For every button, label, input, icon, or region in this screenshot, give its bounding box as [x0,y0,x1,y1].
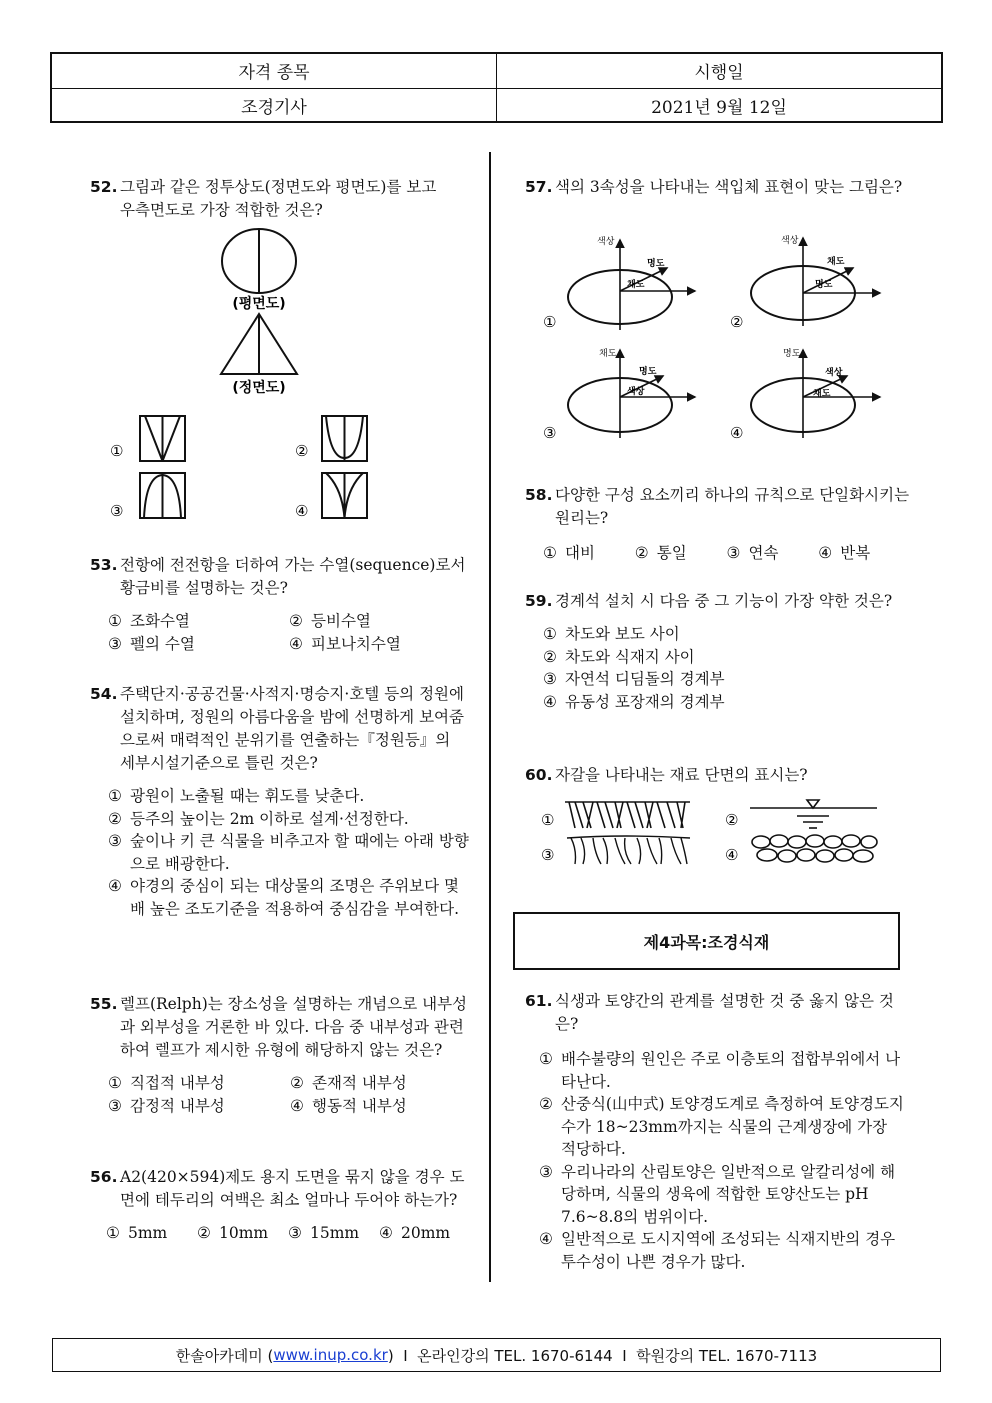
diagram-4-horizontal-label: 채도 [813,389,831,399]
q61-options [539,1048,907,1273]
question-58 [525,484,910,565]
question-number: 55. [90,995,118,1013]
question-53 [90,554,470,655]
diagram-4-diagonal-label: 색상 [825,368,843,378]
diagram-3-diagonal-label: 명도 [639,367,657,377]
q52-figure-svg [100,226,400,526]
q56-options [106,1222,470,1245]
q54-option-2[interactable]: ② 등주의 높이는 2m 이하로 설계·선정한다. [108,809,409,828]
q59-option-1[interactable]: ① 차도와 보도 사이 [543,625,680,643]
diagram-1-vertical-label: 색상 [597,237,615,247]
q53-option-4[interactable]: ④ 피보나치수열 [289,634,401,653]
question-59 [525,590,910,713]
q59-option-3[interactable]: ③ 자연석 디딤돌의 경계부 [543,670,725,688]
q55-option-3[interactable]: ③ 감정적 내부성 [108,1096,225,1115]
q55-options [108,1072,472,1117]
q52-mark-1: ① [110,442,124,460]
question-56 [90,1166,470,1245]
color-solid-diagram-2 [730,234,880,331]
question-text: 주택단지·공공건물·사적지·명승지·호텔 등의 정원에 설치하며, 정원의 아름다움을 밤에 선명하게 보여줌으로써 매력적인 분위기를 연출하는『정원등』의 세부시설기준으로 틀린 것은? [120,685,464,772]
q54-option-1[interactable]: ① 광원이 노출될 때는 휘도를 낮춘다. [108,787,365,805]
question-number: 61. [525,992,553,1010]
q53-option-3[interactable]: ③ 펠의 수열 [108,634,195,653]
q57-mark-3: ③ [543,424,557,442]
q55-option-4[interactable]: ④ 행동적 내부성 [290,1096,407,1115]
q52-option-2-drawing [322,416,367,461]
q59-options [543,623,910,713]
q57-figure [535,230,895,455]
question-61 [525,990,907,1273]
q60-mark-2: ② [725,811,739,829]
question-text: 다양한 구성 요소끼리 하나의 규칙으로 단일화시키는 원리는? [555,486,910,527]
footer-contact: ) I 온라인강의 TEL. 1670-6144 I 학원강의 TEL. 1670-7113 [387,1346,818,1365]
q54-option-3[interactable]: ③ 숲이나 키 큰 식물을 비추고자 할 때에는 아래 방향으로 배광한다. [108,832,469,873]
question-text: 전항에 전전항을 더하여 가는 수열(sequence)로서 황금비를 설명하는 것은? [120,556,466,597]
question-number: 57. [525,178,553,196]
subject-title-box: 제4과목:조경식재 [513,912,900,970]
question-text: 색의 3속성을 나타내는 색입체 표현이 맞는 그림은? [555,178,903,196]
q54-options [108,785,470,920]
q60-option-1-drawing [565,802,690,828]
q59-option-2[interactable]: ② 차도와 식재지 사이 [543,647,695,666]
header-table [50,52,943,123]
diagram-4-vertical-label: 명도 [783,349,801,359]
front-label: (정면도) [232,380,286,396]
q60-option-3-drawing [567,836,690,864]
diagram-1-diagonal-label: 명도 [647,259,665,269]
question-52 [90,176,450,222]
header-col1-value: 조경기사 [241,97,307,118]
header-row-titles [52,54,941,88]
footer-website-link[interactable]: www.inup.co.kr [273,1346,388,1364]
q60-option-4-drawing [752,835,877,862]
column-divider [489,152,491,1282]
q60-mark-3: ③ [541,846,555,864]
question-60 [525,764,910,787]
question-number: 58. [525,486,553,504]
q52-mark-2: ② [295,442,309,460]
color-solid-diagram-3 [543,347,695,442]
q52-option-3-drawing [140,473,185,518]
question-text: 경계석 설치 시 다음 중 그 기능이 가장 약한 것은? [555,592,893,610]
question-text: 그림과 같은 정투상도(정면도와 평면도)를 보고 우측면도로 가장 적합한 것은? [120,178,437,219]
q56-option-2[interactable]: ② 10mm [197,1224,269,1242]
diagram-2-vertical-label: 색상 [781,236,799,246]
diagram-2-diagonal-label: 채도 [827,257,845,267]
q61-option-3[interactable]: ③ 우리나라의 산림토양은 일반적으로 알칼리성에 해당하며, 식물의 생육에 적합한 토양산도는 pH 7.6~8.8의 범위이다. [539,1162,896,1226]
header-col2-title: 시행일 [496,54,941,88]
q60-figure-svg [535,798,895,870]
q56-option-3[interactable]: ③ 15mm [288,1224,360,1242]
q53-option-1[interactable]: ① 조화수열 [108,612,190,630]
diagram-3-vertical-label: 채도 [599,349,617,359]
q58-option-1[interactable]: ① 대비 [543,544,595,562]
q52-mark-4: ④ [295,502,309,520]
q52-option-4-drawing [322,473,367,518]
q55-option-1[interactable]: ① 직접적 내부성 [108,1074,225,1092]
diagram-3-horizontal-label: 색상 [627,387,645,397]
q61-option-1[interactable]: ① 배수불량의 원인은 주로 이층토의 접합부위에서 나타난다. [539,1050,901,1091]
q57-mark-1: ① [543,313,557,331]
q58-option-4[interactable]: ④ 반복 [818,544,871,562]
q53-options [108,610,470,655]
q52-mark-3: ③ [110,502,124,520]
question-57 [525,176,905,199]
q60-option-2-drawing [750,800,877,828]
q60-figure [535,798,895,870]
header-col1-title: 자격 종목 [238,63,310,84]
question-text: 식생과 토양간의 관계를 설명한 것 중 옳지 않은 것은? [555,992,894,1033]
q57-mark-2: ② [730,313,744,331]
q52-figure [100,226,400,526]
plan-label: (평면도) [232,296,286,312]
color-solid-diagram-1 [543,235,695,331]
question-number: 53. [90,556,118,574]
question-55 [90,993,472,1117]
q58-option-2[interactable]: ② 통일 [634,544,687,562]
color-solid-diagram-4 [730,347,880,442]
q54-option-4[interactable]: ④ 야경의 중심이 되는 대상물의 조명은 주위보다 몇 배 높은 조도기준을 적용하여 중심감을 부여한다. [108,877,460,918]
question-number: 54. [90,685,118,703]
q58-option-3[interactable]: ③ 연속 [726,544,779,562]
q58-options [543,542,910,565]
header-row-values [52,88,941,123]
question-number: 59. [525,592,553,610]
diagram-1-horizontal-label: 채도 [627,280,645,290]
q57-mark-4: ④ [730,424,744,442]
q60-mark-4: ④ [725,846,739,864]
question-number: 56. [90,1168,118,1186]
q60-mark-1: ① [541,811,555,829]
question-text: 렐프(Relph)는 장소성을 설명하는 개념으로 내부성과 외부성을 거론한 바 있다. 다음 중 내부성과 관련하여 렐프가 제시한 유형에 해당하지 않는 것은? [120,995,468,1059]
q61-option-2[interactable]: ② 산중식(山中式) 토양경도계로 측정하여 토양경도지수가 18~23mm까지는 식물의 근계생장에 가장 적당하다. [539,1095,904,1158]
question-number: 52. [90,178,118,196]
q59-option-4[interactable]: ④ 유동성 포장재의 경계부 [543,692,725,711]
question-text: A2(420×594)제도 용지 도면을 묶지 않을 경우 도면에 테두리의 여백은 최소 얼마나 두어야 하는가? [120,1168,465,1209]
header-col2-value: 2021년 9월 12일 [496,89,941,123]
diagram-2-horizontal-label: 명도 [815,280,833,290]
q56-option-1[interactable]: ① 5mm [106,1224,168,1242]
footer-brand: 한솔아카데미 ( [175,1346,274,1365]
q57-figure-svg [535,230,895,455]
q61-option-4[interactable]: ④ 일반적으로 도시지역에 조성되는 식재지반의 경우 투수성이 나쁜 경우가 많다. [539,1230,896,1271]
footer-bar [52,1338,941,1372]
question-number: 60. [525,766,553,784]
q52-option-1-drawing [140,416,185,461]
question-text: 자갈을 나타내는 재료 단면의 표시는? [555,766,808,784]
q55-option-2[interactable]: ② 존재적 내부성 [290,1074,407,1092]
question-54 [90,683,470,920]
q53-option-2[interactable]: ② 등비수열 [289,612,371,630]
q56-option-4[interactable]: ④ 20mm [379,1224,451,1242]
